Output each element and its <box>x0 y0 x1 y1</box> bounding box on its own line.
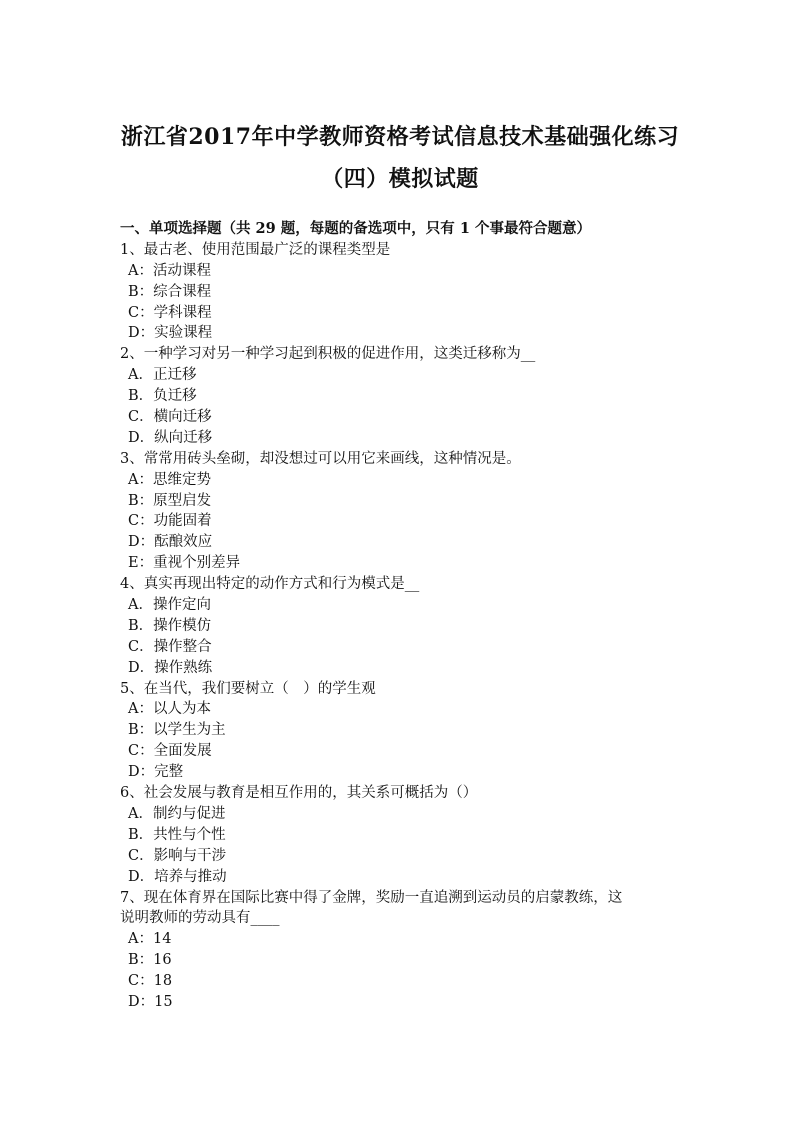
answer-option: C．横向迁移 <box>128 409 212 426</box>
answer-option: B．负迁移 <box>128 388 197 405</box>
question-stem: 1、最古老、使用范围最广泛的课程类型是 <box>120 241 391 258</box>
question-stem: 6、社会发展与教育是相互作用的，其关系可概括为（） <box>120 785 478 802</box>
section-heading: 一、单项选择题（共 29 题，每题的备选项中，只有 1 个事最符合题意） <box>120 220 591 237</box>
answer-option: D．操作熟练 <box>128 659 213 676</box>
answer-option: C．影响与干涉 <box>128 847 227 864</box>
question-stem: 3、常常用砖头垒砌，却没想过可以用它来画线，这种情况是。 <box>120 450 521 467</box>
document-title-line-1: 浙江省2017年中学教师资格考试信息技术基础强化练习 <box>120 124 680 150</box>
answer-option: E：重视个别差异 <box>128 555 241 572</box>
document-title-line-2: （四）模拟试题 <box>321 166 479 192</box>
answer-option: D：完整 <box>128 764 184 781</box>
answer-option: A．操作定向 <box>128 597 211 614</box>
answer-option: B．共性与个性 <box>128 826 226 843</box>
answer-option: B．操作模仿 <box>128 617 212 634</box>
question-stem-continuation: 说明教师的劳动具有____ <box>120 910 280 927</box>
answer-option: A．制约与促进 <box>128 805 226 822</box>
answer-option: D．纵向迁移 <box>128 429 213 446</box>
question-stem: 7、现在体育界在国际比赛中得了金牌，奖励一直追溯到运动员的启蒙教练，这 <box>120 889 623 906</box>
answer-option: C：功能固着 <box>128 513 212 530</box>
answer-option: A：14 <box>128 931 172 948</box>
answer-option: B：综合课程 <box>128 283 212 300</box>
answer-option: A．正迁移 <box>128 367 197 384</box>
question-stem: 2、一种学习对另一种学习起到积极的促进作用，这类迁移称为__ <box>120 346 536 363</box>
answer-option: D：15 <box>128 993 173 1010</box>
answer-option: A：思维定势 <box>128 471 211 488</box>
question-stem: 5、在当代，我们要树立（ ）的学生观 <box>120 680 376 697</box>
answer-option: D：酝酿效应 <box>128 534 213 551</box>
answer-option: B：原型启发 <box>128 492 212 509</box>
answer-option: B：16 <box>128 952 172 969</box>
question-list <box>120 219 690 1013</box>
answer-option: C：学科课程 <box>128 304 212 321</box>
answer-option: C：18 <box>128 973 173 990</box>
answer-option: C：全面发展 <box>128 743 212 760</box>
answer-option: D．培养与推动 <box>128 868 227 885</box>
answer-option: A：活动课程 <box>128 262 211 279</box>
answer-option: D：实验课程 <box>128 325 213 342</box>
answer-option: A：以人为本 <box>128 701 211 718</box>
answer-option: B：以学生为主 <box>128 722 226 739</box>
question-stem: 4、真实再现出特定的动作方式和行为模式是__ <box>120 576 420 593</box>
answer-option: C．操作整合 <box>128 638 212 655</box>
